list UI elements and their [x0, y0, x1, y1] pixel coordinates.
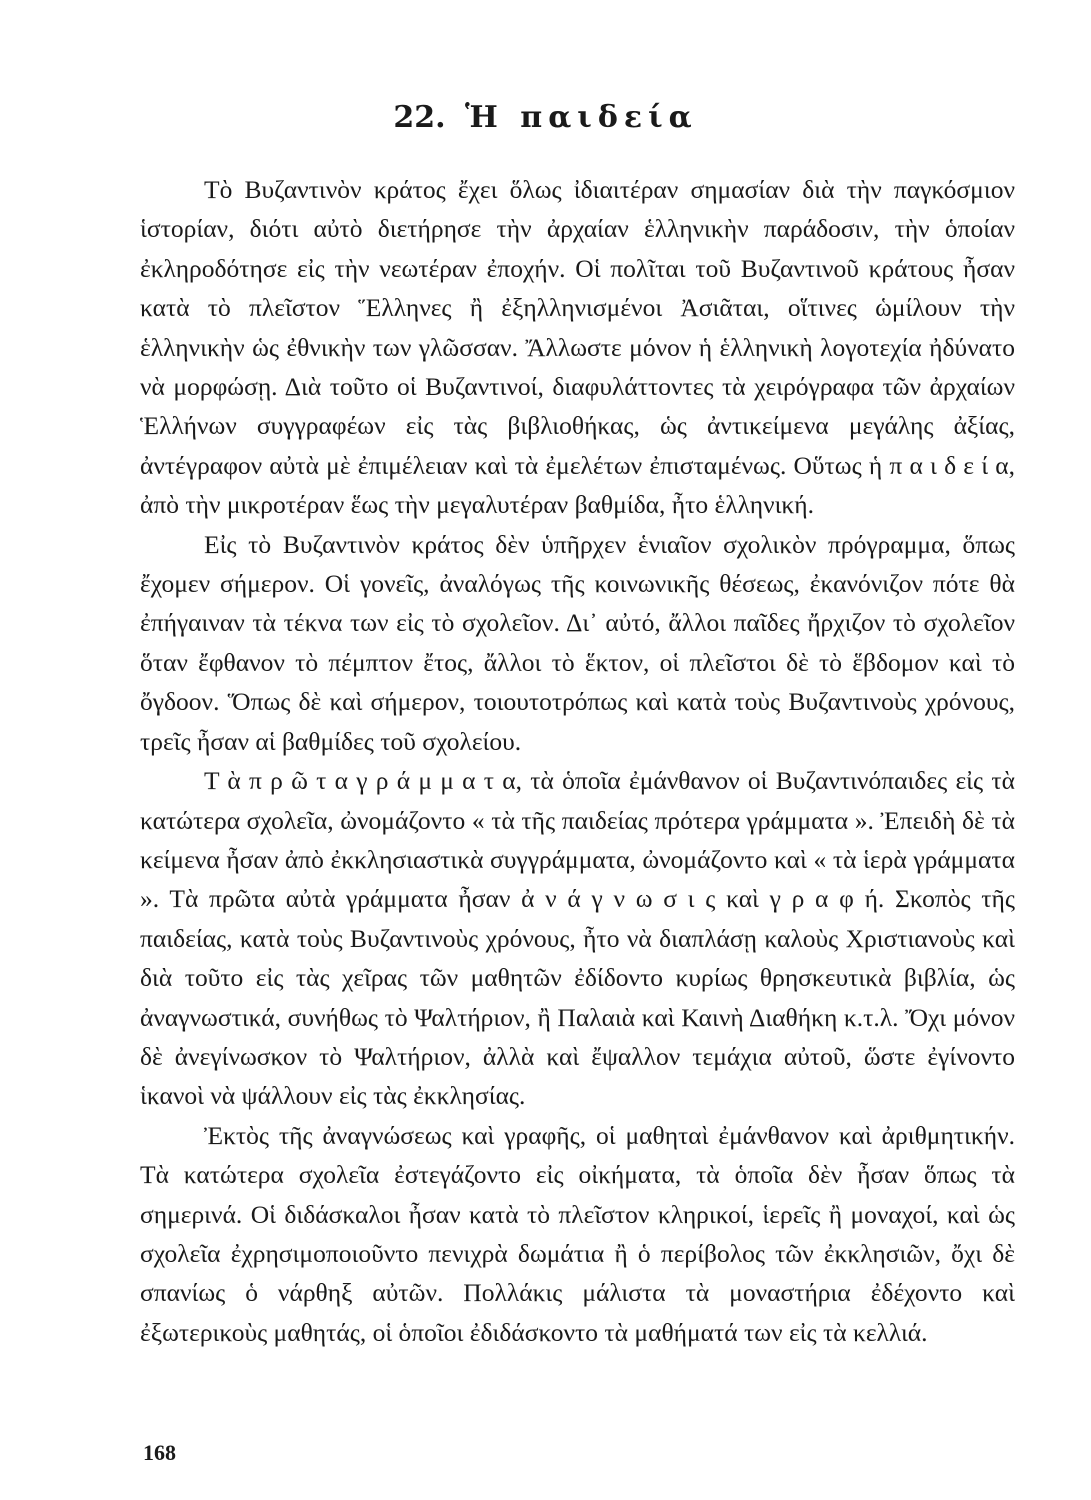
chapter-number: 22.	[393, 100, 446, 135]
body-text	[140, 170, 1015, 1352]
paragraph: Τὸ Βυζαντινὸν κράτος ἔχει ὅλως ἰδιαιτέραν σημασίαν διὰ τὴν παγκόσμιον ἱστορίαν, διότι αὐτὸ διετήρησε τὴν ἀρχαίαν ἑλληνικὴν παράδοσιν, τὴν ὁποίαν ἐκληροδότησε εἰς τὴν νεωτέραν ἐποχήν. Οἱ πολῖται τοῦ Βυζαντινοῦ κράτους ἦσαν κατὰ τὸ πλεῖστον Ἕλληνες ἢ ἐξηλληνισμένοι Ἀσιᾶται, οἵτινες ὡμίλουν τὴν ἑλληνικὴν ὡς ἐθνικὴν των γλῶσσαν. Ἄλλωστε μόνον ἡ ἑλληνικὴ λογοτεχία ἠδύνατο νὰ μορφώσῃ. Διὰ τοῦτο οἱ Βυζαντινοί, διαφυλάττοντες τὰ χειρόγραφα τῶν ἀρχαίων Ἑλλήνων συγγραφέων εἰς τὰς βιβλιοθήκας, ὡς ἀντικείμενα μεγάλης ἀξίας, ἀντέγραφον αὐτὰ μὲ ἐπιμέλειαν καὶ τὰ ἐμελέτων ἐπισταμένως. Οὕτως ἡ π α ι δ ε ί α, ἀπὸ τὴν μικροτέραν ἕως τὴν μεγαλυτέραν βαθμίδα, ἦτο ἑλληνική.	[140, 175, 1015, 520]
paragraph: Εἰς τὸ Βυζαντινὸν κράτος δὲν ὑπῆρχεν ἑνιαῖον σχολικὸν πρόγραμμα, ὅπως ἔχομεν σήμερον. Οἱ γονεῖς, ἀναλόγως τῆς κοινωνικῆς θέσεως, ἐκανόνιζον πότε θὰ ἐπήγαιναν τὰ τέκνα των εἰς τὸ σχολεῖον. Δι᾽ αὐτό, ἄλλοι παῖδες ἤρχιζον τὸ σχολεῖον ὅταν ἔφθανον τὸ πέμπτον ἔτος, ἄλλοι τὸ ἕκτον, οἱ πλεῖστοι δὲ τὸ ἕβδομον καὶ τὸ ὄγδοον. Ὅπως δὲ καὶ σήμερον, τοιουτοτρόπως καὶ κατὰ τοὺς Βυζαντινοὺς χρόνους, τρεῖς ἦσαν αἱ βαθμίδες τοῦ σχολείου.	[140, 529, 1015, 756]
chapter-heading	[0, 100, 1091, 135]
page-number: 168	[143, 1440, 176, 1465]
paragraph: Τ ὰ π ρ ῶ τ α γ ρ ά μ μ α τ α, τὰ ὁποῖα ἐμάνθανον οἱ Βυζαντινόπαιδες εἰς τὰ κατώτερα σχολεῖα, ὠνομάζοντο « τὰ τῆς παιδείας πρότερα γράμματα ». Ἐπειδὴ δὲ τὰ κείμενα ἦσαν ἀπὸ ἐκκλησιαστικὰ συγγράμματα, ὠνομάζοντο καὶ « τὰ ἱερὰ γράμματα ». Τὰ πρῶτα αὐτὰ γράμματα ἦσαν ἀ ν ά γ ν ω σ ι ς καὶ γ ρ α φ ή. Σκοπὸς τῆς παιδείας, κατὰ τοὺς Βυζαντινοὺς χρόνους, ἦτο νὰ διαπλάσῃ καλοὺς Χριστιανοὺς καὶ διὰ τοῦτο εἰς τὰς χεῖρας τῶν μαθητῶν ἐδίδοντο κυρίως θρησκευτικὰ βιβλία, ὡς ἀναγνωστικά, συνήθως τὸ Ψαλτήριον, ἢ Παλαιὰ καὶ Καινὴ Διαθήκη κ.τ.λ. Ὄχι μόνον δὲ ἀνεγίνωσκον τὸ Ψαλτήριον, ἀλλὰ καὶ ἔψαλλον τεμάχια αὐτοῦ, ὥστε ἐγίνοντο ἱκανοὶ νὰ ψάλλουν εἰς τὰς ἐκκλησίας.	[140, 766, 1015, 1111]
chapter-title: Ἡ παιδεία	[464, 100, 698, 135]
paragraph: Ἐκτὸς τῆς ἀναγνώσεως καὶ γραφῆς, οἱ μαθηταὶ ἐμάνθανον καὶ ἀριθμητικήν. Τὰ κατώτερα σχολεῖα ἐστεγάζοντο εἰς οἰκήματα, τὰ ὁποῖα δὲν ἦσαν ὅπως τὰ σημερινά. Οἱ διδάσκαλοι ἦσαν κατὰ τὸ πλεῖστον κληρικοί, ἱερεῖς ἢ μοναχοί, καὶ ὡς σχολεῖα ἐχρησιμοποιοῦντο πενιχρὰ δωμάτια ἢ ὁ περίβολος τῶν ἐκκλησιῶν, ὄχι δὲ σπανίως ὁ νάρθηξ αὐτῶν. Πολλάκις μάλιστα τὰ μοναστήρια ἐδέχοντο καὶ ἐξωτερικοὺς μαθητάς, οἱ ὁποῖοι ἐδιδάσκοντο τὰ μαθήματά των εἰς τὰ κελλιά.	[140, 1120, 1015, 1347]
